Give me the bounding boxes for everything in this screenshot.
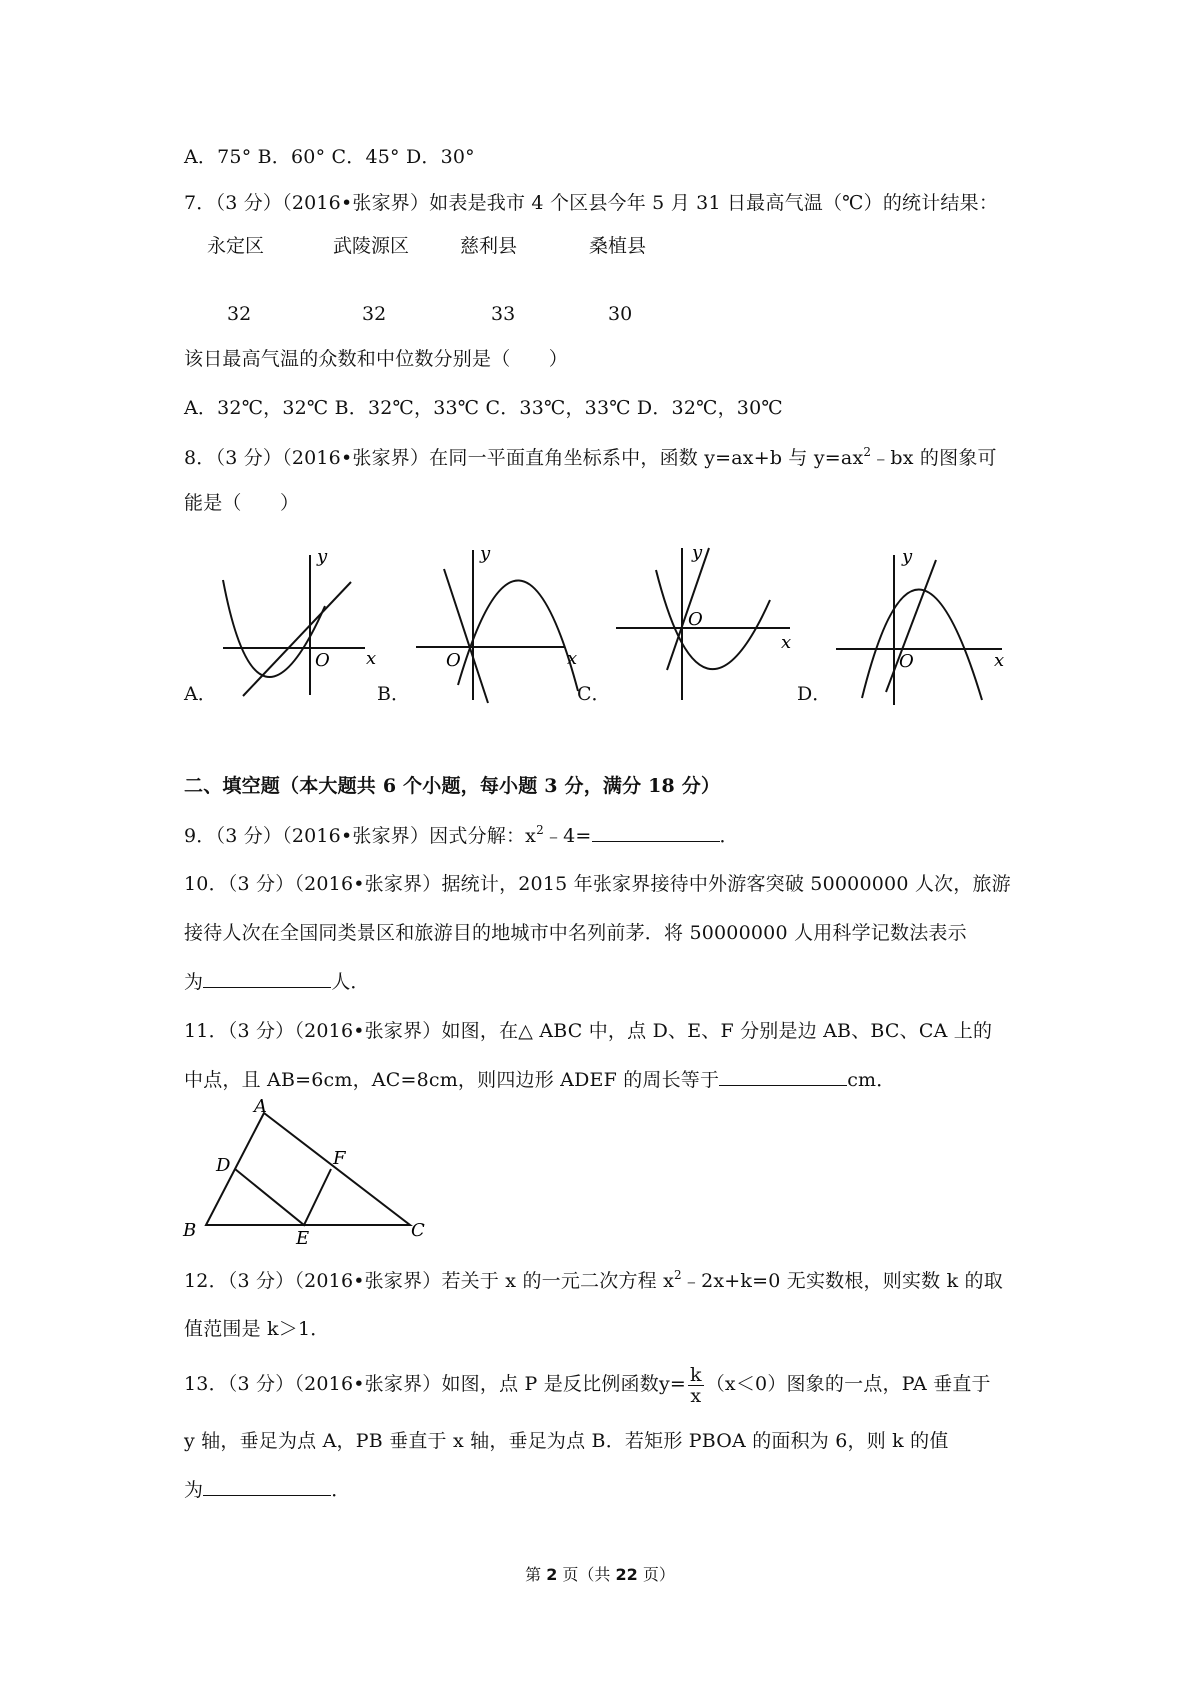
x-label: x bbox=[366, 648, 377, 669]
y-label: y bbox=[902, 546, 913, 567]
section2-heading: 二、填空题（本大题共 6 个小题，每小题 3 分，满分 18 分） bbox=[184, 775, 721, 797]
table-value-cell: 32 bbox=[362, 303, 387, 325]
q9-line bbox=[184, 823, 739, 850]
q13-line3-a: 为 bbox=[184, 1479, 204, 1501]
q9-end: ． bbox=[719, 825, 739, 847]
parabola bbox=[862, 589, 982, 700]
label-f: F bbox=[333, 1148, 346, 1169]
option-d-label: D． bbox=[797, 683, 832, 705]
fraction-lhs: y= bbox=[658, 1373, 686, 1395]
q10-line3-a: 为 bbox=[184, 971, 204, 993]
q8-graph-d bbox=[832, 540, 1012, 710]
y-label: y bbox=[692, 542, 703, 563]
table-header-cell: 桑植县 bbox=[589, 235, 647, 257]
label-d: D bbox=[216, 1155, 231, 1176]
q7-stem: 7．（3 分）（2016•张家界）如表是我市 4 个区县今年 5 月 31 日最高气温（℃）的统计结果： bbox=[184, 192, 999, 214]
line bbox=[243, 582, 351, 696]
line bbox=[444, 569, 488, 703]
q10-line1: 10．（3 分）（2016•张家界）据统计，2015 年张家界接待中外游客突破 50000000 人次，旅游 bbox=[184, 873, 1011, 895]
q11-line2 bbox=[184, 1067, 895, 1092]
answer-blank[interactable] bbox=[203, 969, 331, 988]
x-label: x bbox=[994, 650, 1005, 671]
origin-label: O bbox=[446, 650, 461, 671]
origin-label: O bbox=[899, 651, 914, 672]
table-value-cell: 30 bbox=[608, 303, 633, 325]
footer-text-c: 页） bbox=[637, 1565, 675, 1584]
footer-text-b: 页（共 bbox=[557, 1565, 616, 1584]
q13-line3 bbox=[184, 1477, 350, 1502]
q8-graph-b bbox=[410, 535, 590, 705]
q7-question: 该日最高气温的众数和中位数分别是（ ） bbox=[184, 348, 569, 370]
q8-stem-line2: 能是（ ） bbox=[184, 492, 300, 514]
answer-blank[interactable] bbox=[203, 1477, 331, 1496]
table-header-cell: 永定区 bbox=[207, 235, 265, 257]
q10-line3 bbox=[184, 969, 370, 994]
table-header-cell: 武陵源区 bbox=[333, 235, 410, 257]
total-pages: 22 bbox=[615, 1565, 638, 1584]
origin-label: O bbox=[315, 650, 330, 671]
superscript: 2 bbox=[536, 823, 544, 837]
parabola bbox=[458, 580, 578, 691]
superscript: 2 bbox=[674, 1268, 682, 1282]
option-c-label: C． bbox=[577, 683, 611, 705]
answer-blank[interactable] bbox=[719, 1067, 847, 1086]
q6-options: A．75° B．60° C．45° D．30° bbox=[184, 146, 475, 168]
q9-text-b: ﹣4= bbox=[543, 825, 592, 847]
option-b-label: B． bbox=[377, 683, 410, 705]
page-footer bbox=[0, 1562, 1200, 1585]
origin-label: O bbox=[688, 609, 703, 630]
label-b: B bbox=[183, 1220, 197, 1241]
triangle-abc bbox=[206, 1113, 410, 1225]
q10-line2: 接待人次在全国同类景区和旅游目的地城市中名列前茅．将 50000000 人用科学记数法表示 bbox=[184, 922, 967, 944]
fraction-numerator: k bbox=[690, 1363, 702, 1386]
y-label: y bbox=[317, 546, 328, 567]
q11-line1: 11．（3 分）（2016•张家界）如图，在△ ABC 中，点 D、E、F 分别是边 AB、BC、CA 上的 bbox=[184, 1020, 993, 1042]
label-e: E bbox=[296, 1228, 310, 1249]
q8-graph-c bbox=[612, 530, 792, 705]
q10-line3-b: 人． bbox=[331, 971, 370, 993]
x-label: x bbox=[781, 632, 792, 653]
q13-line1-a: 13．（3 分）（2016•张家界）如图，点 P 是反比例函数 bbox=[184, 1373, 659, 1395]
fraction-denominator: x bbox=[690, 1384, 702, 1407]
label-a: A bbox=[254, 1096, 267, 1117]
q12-line1 bbox=[184, 1269, 1003, 1295]
q13-line1 bbox=[184, 1362, 991, 1406]
table-value-cell: 32 bbox=[227, 303, 252, 325]
q12-line1-b: ﹣2x+k=0 无实数根，则实数 k 的取 bbox=[681, 1270, 1003, 1292]
q9-text-a: 9．（3 分）（2016•张家界）因式分解：x bbox=[184, 825, 537, 847]
fraction-k-over-x bbox=[688, 1365, 704, 1406]
option-a-label: A． bbox=[184, 683, 217, 705]
answer-blank[interactable] bbox=[592, 823, 720, 842]
superscript: 2 bbox=[863, 445, 872, 459]
q8-stem-b: ﹣bx 的图象可 bbox=[871, 447, 997, 469]
q11-triangle-figure bbox=[180, 1096, 430, 1250]
x-label: x bbox=[567, 648, 578, 669]
q11-line2-b: cm． bbox=[847, 1069, 896, 1091]
q11-line2-a: 中点，且 AB=6cm，AC=8cm，则四边形 ADEF 的周长等于 bbox=[184, 1069, 720, 1091]
footer-text-a: 第 bbox=[525, 1565, 547, 1584]
q13-line3-b: ． bbox=[331, 1479, 351, 1501]
page-number: 2 bbox=[546, 1565, 558, 1584]
q8-graph-a bbox=[215, 540, 385, 700]
q12-line1-a: 12．（3 分）（2016•张家界）若关于 x 的一元二次方程 x bbox=[184, 1270, 675, 1292]
table-header-cell: 慈利县 bbox=[460, 235, 518, 257]
y-label: y bbox=[480, 543, 491, 564]
label-c: C bbox=[411, 1220, 425, 1241]
q13-line1-b: （x＜0）图象的一点，PA 垂直于 bbox=[705, 1373, 991, 1395]
q12-line2: 值范围是 k＞1． bbox=[184, 1318, 330, 1340]
q8-stem-line1 bbox=[184, 446, 997, 472]
q8-stem-a: 8．（3 分）（2016•张家界）在同一平面直角坐标系中，函数 y=ax+b 与 y=ax bbox=[184, 447, 864, 469]
table-value-cell: 33 bbox=[491, 303, 516, 325]
segments-de-ef bbox=[235, 1169, 331, 1225]
q7-options: A．32℃，32℃ B．32℃，33℃ C．33℃，33℃ D．32℃，30℃ bbox=[184, 397, 783, 419]
q13-line2: y 轴，垂足为点 A，PB 垂直于 x 轴，垂足为点 B．若矩形 PBOA 的面积为 6，则 k 的值 bbox=[184, 1430, 949, 1452]
